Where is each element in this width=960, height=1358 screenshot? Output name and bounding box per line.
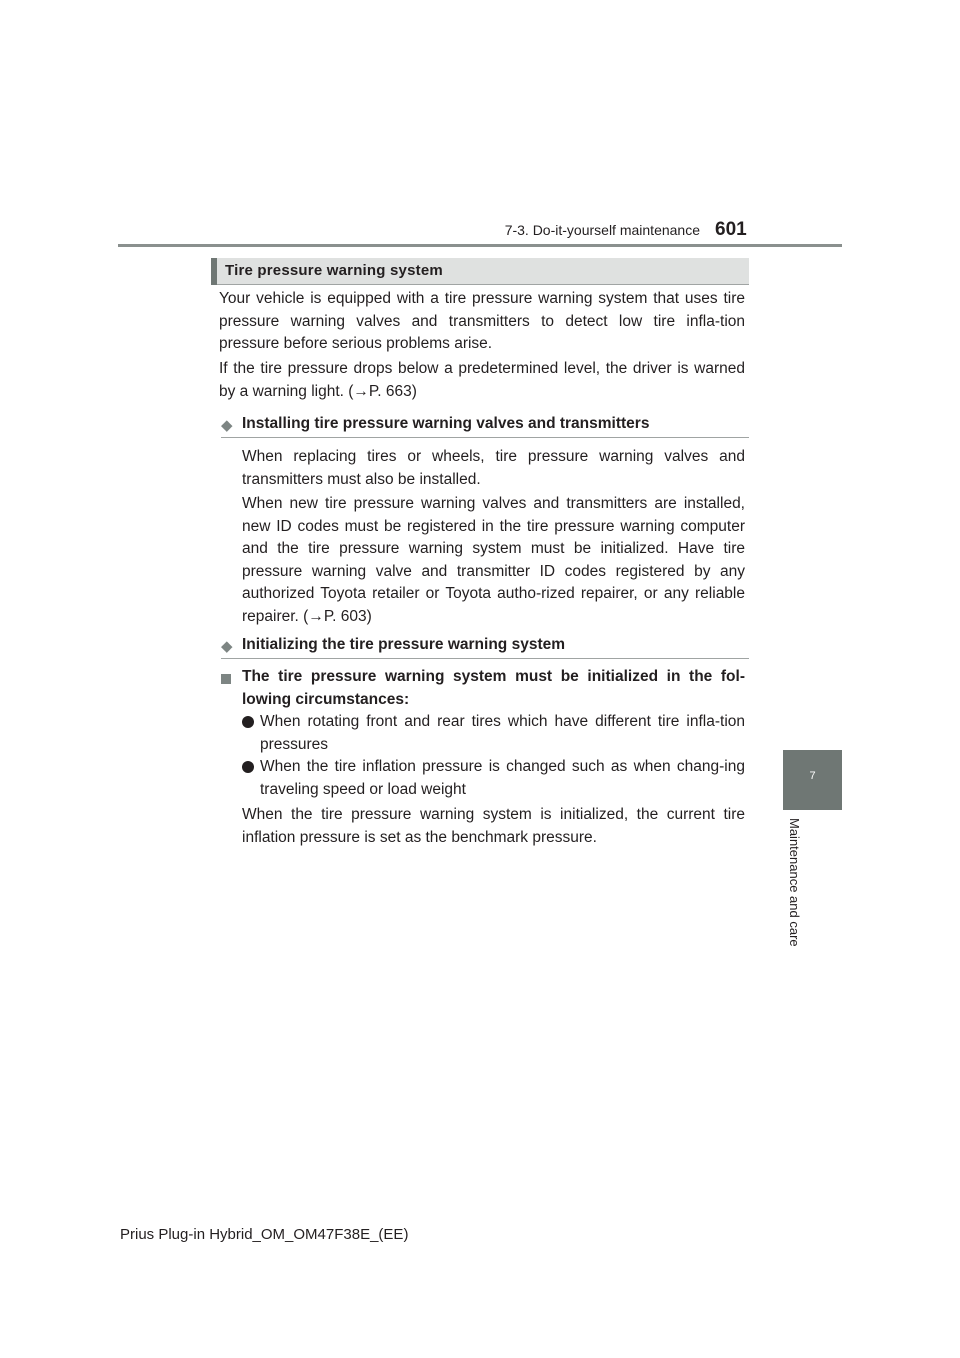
subsection-heading-init — [221, 634, 749, 659]
bullet-dot-icon — [242, 761, 254, 773]
condition-heading-text: The tire pressure warning system must be initialized in the fol-lowing circumstances: — [242, 668, 745, 708]
header-section-title: 7-3. Do-it-yourself maintenance — [504, 222, 700, 238]
install-paragraph-2: When new tire pressure warning valves and transmitters are installed, new ID codes must be registered in the tire pressure warning computer and the tire pressure warning system must be initialized. Have tire pressure warning valve and transmitter ID codes registered by any authorized Toyota retailer or Toyota autho-rized repairer, or any reliable repairer. (→P. 603) — [242, 495, 745, 625]
condition-heading — [221, 666, 749, 712]
header-divider — [118, 244, 842, 247]
section-title: Tire pressure warning system — [225, 262, 443, 279]
install-paragraph-1: When replacing tires or wheels, tire pressure warning valves and transmitters must also be installed. — [242, 448, 745, 488]
warning-paragraph: If the tire pressure drops below a predetermined level, the driver is warned by a warning light. (→P. 663) — [219, 360, 745, 400]
list-item — [242, 711, 745, 757]
diamond-icon: ◆ — [221, 417, 233, 434]
chapter-number: 7 — [809, 770, 816, 782]
subsection-title: Initializing the tire pressure warning system — [242, 636, 566, 653]
chapter-side-label — [786, 818, 802, 968]
square-bullet-icon — [221, 674, 231, 684]
list-item-text: When the tire inflation pressure is changed such as when chang-ing traveling speed or load weight — [260, 758, 745, 798]
chapter-title: Maintenance and care — [787, 818, 802, 947]
subsection-title: Installing tire pressure warning valves and transmitters — [242, 415, 650, 432]
section-title-accent — [211, 258, 217, 285]
section-title-bar — [211, 258, 749, 285]
list-item — [242, 756, 745, 802]
chapter-tab — [783, 750, 842, 810]
subsection-heading-install — [221, 413, 749, 438]
diamond-icon: ◆ — [221, 638, 233, 655]
intro-paragraph: Your vehicle is equipped with a tire pressure warning system that uses tire pressure warning valves and transmitters to detect low tire infla-tion pressure before serious problems arise. — [219, 290, 745, 352]
bullet-dot-icon — [242, 716, 254, 728]
footer-doc-id: Prius Plug-in Hybrid_OM_OM47F38E_(EE) — [120, 1226, 409, 1243]
list-item-text: When rotating front and rear tires which have different tire infla-tion pressures — [260, 713, 745, 753]
init-note-paragraph: When the tire pressure warning system is initialized, the current tire inflation pressure is set as the benchmark pressure. — [242, 806, 745, 846]
page-number: 601 — [715, 219, 747, 240]
